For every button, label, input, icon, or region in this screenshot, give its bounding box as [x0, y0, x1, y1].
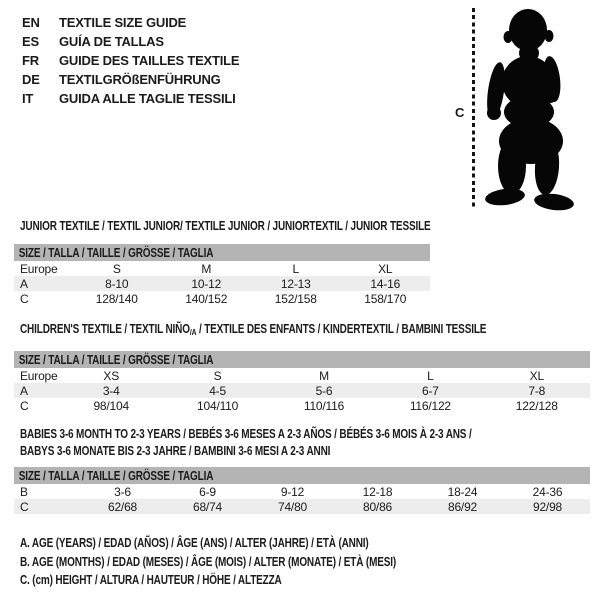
size-cell: 98/104: [93, 398, 129, 413]
size-cell: 152/158: [274, 291, 317, 306]
size-cell: XS: [103, 368, 119, 383]
table-row-age: [14, 383, 590, 398]
footnote-c: C. (cm) HEIGHT / ALTURA / HAUTEUR / HÖHE / ALTEZZA: [20, 573, 282, 587]
row-label: Europe: [20, 368, 58, 383]
size-cell: 68/74: [165, 499, 250, 514]
size-cell: 6-7: [377, 383, 483, 398]
size-cell: S: [213, 368, 222, 383]
language-title-list: [22, 13, 239, 108]
size-cell: L: [292, 261, 299, 276]
size-cell: 92/98: [505, 499, 590, 514]
size-cell: 3-6: [114, 484, 131, 499]
children-title-post: / TEXTILE DES ENFANTS / KINDERTEXTIL / BAMBINI TESSILE: [196, 322, 487, 336]
size-cell: 3-4: [58, 383, 164, 398]
size-cell: 140/152: [185, 291, 228, 306]
size-cell: 86/92: [420, 499, 505, 514]
size-header-text: SIZE / TALLA / TAILLE / GRÖSSE / TAGLIA: [18, 245, 214, 260]
size-cell: 10-12: [162, 276, 252, 291]
size-cell: 128/140: [95, 291, 138, 306]
size-cell: 62/68: [80, 499, 165, 514]
table-row-europe: [14, 261, 430, 276]
size-cell: 5-6: [271, 383, 377, 398]
junior-size-table: [14, 244, 430, 306]
height-measure-label: C: [455, 105, 465, 120]
size-header-bar: [14, 244, 430, 261]
size-cell: 8-10: [72, 276, 162, 291]
language-code: EN: [22, 15, 40, 30]
row-label: Europe: [20, 261, 58, 276]
size-cell: 6-9: [199, 484, 216, 499]
language-row-de: [22, 70, 239, 89]
table-row-months: [14, 484, 590, 499]
size-cell: 116/122: [409, 398, 451, 413]
children-section-title: [20, 321, 486, 341]
children-size-table: [14, 351, 590, 413]
children-title-subscript: /A: [189, 327, 197, 337]
babies-title-line2: BABYS 3-6 MONATE BIS 2-3 JAHRE / BAMBINI 3-6 MESI A 2-3 ANNI: [20, 444, 331, 458]
size-header-bar: [14, 467, 590, 484]
size-cell: XL: [378, 261, 393, 276]
language-code: DE: [22, 72, 40, 87]
size-header-text: SIZE / TALLA / TAILLE / GRÖSSE / TAGLIA: [18, 468, 214, 483]
guide-title: GUIDA ALLE TAGLIE TESSILI: [59, 91, 236, 106]
junior-section-title: JUNIOR TEXTILE / TEXTIL JUNIOR/ TEXTILE JUNIOR / JUNIORTEXTIL / JUNIOR TESSILE: [20, 219, 431, 233]
footnote-a: A. AGE (YEARS) / EDAD (AÑOS) / ÂGE (ANS) / ALTER (JAHRE) / ETÀ (ANNI): [20, 536, 369, 550]
babies-title-line1: BABIES 3-6 MONTH TO 2-3 YEARS / BEBÉS 3-6 MESES A 2-3 AÑOS / BÉBÉS 3-6 MOIS À 2-3 ANS /: [20, 427, 472, 441]
size-cell: 158/170: [364, 291, 407, 306]
row-label: A: [14, 383, 58, 398]
table-row-height: [14, 398, 590, 413]
row-label: C: [14, 499, 80, 514]
toddler-silhouette: [484, 9, 576, 213]
table-row-europe: [14, 368, 590, 383]
size-cell: 14-16: [341, 276, 431, 291]
size-header-text: SIZE / TALLA / TAILLE / GRÖSSE / TAGLIA: [18, 352, 214, 367]
row-label: B: [20, 484, 28, 499]
size-cell: XL: [529, 368, 544, 383]
language-code: FR: [22, 53, 39, 68]
height-measure-dotted-line: [472, 8, 475, 207]
size-cell: 7-8: [484, 383, 590, 398]
language-row-en: [22, 13, 239, 32]
size-header-bar: [14, 351, 590, 368]
table-row-age: [14, 276, 430, 291]
guide-title: GUIDE DES TAILLES TEXTILE: [59, 53, 240, 68]
size-cell: L: [427, 368, 434, 383]
footnote-b: B. AGE (MONTHS) / EDAD (MESES) / ÂGE (MOIS) / ALTER (MONATE) / ETÀ (MESI): [20, 554, 397, 569]
legend-footnotes: [20, 534, 396, 590]
babies-size-table: [14, 467, 590, 514]
guide-title: TEXTILGRÖßENFÜHRUNG: [59, 72, 221, 87]
babies-section-title: [20, 426, 472, 460]
size-cell: 110/116: [303, 398, 345, 413]
children-title-pre: CHILDREN'S TEXTILE / TEXTIL NIÑO: [20, 322, 190, 336]
size-cell: 80/86: [335, 499, 420, 514]
row-label: C: [20, 291, 29, 306]
size-cell: 24-36: [532, 484, 563, 499]
language-row-it: [22, 89, 239, 108]
table-row-height: [14, 291, 430, 306]
size-cell: M: [319, 368, 329, 383]
guide-title: TEXTILE SIZE GUIDE: [59, 15, 187, 30]
size-cell: 104/110: [197, 398, 239, 413]
guide-title: GUÍA DE TALLAS: [59, 34, 164, 49]
size-cell: 4-5: [164, 383, 270, 398]
size-cell: S: [112, 261, 121, 276]
language-code: ES: [22, 34, 39, 49]
language-row-es: [22, 32, 239, 51]
language-row-fr: [22, 51, 239, 70]
size-cell: 12-13: [251, 276, 341, 291]
size-cell: 74/80: [250, 499, 335, 514]
row-label: C: [20, 398, 29, 413]
size-cell: 122/128: [515, 398, 558, 413]
row-label: A: [14, 276, 72, 291]
size-cell: M: [201, 261, 212, 276]
size-cell: 18-24: [447, 484, 478, 499]
language-code: IT: [22, 91, 34, 106]
size-cell: 9-12: [280, 484, 305, 499]
table-row-height: [14, 499, 590, 514]
size-cell: 12-18: [362, 484, 393, 499]
